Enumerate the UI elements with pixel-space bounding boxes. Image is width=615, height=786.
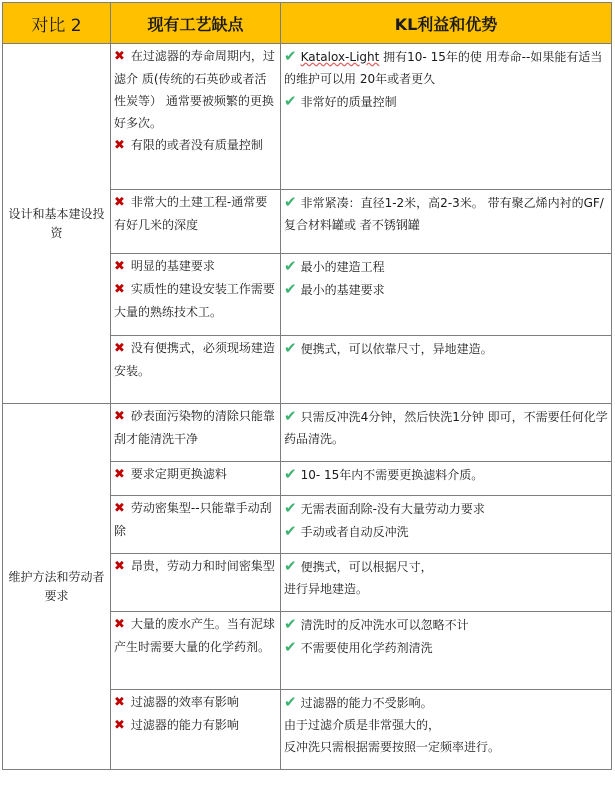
check-icon: ✔ [284, 339, 297, 357]
header-row [3, 3, 612, 44]
cross-icon: ✖ [114, 282, 125, 297]
header-benefits: KL利益和优势 [281, 3, 612, 44]
check-icon: ✔ [284, 615, 297, 633]
list-item: 进行异地建造。 [284, 582, 369, 596]
drawback-cell [111, 462, 281, 496]
check-icon: ✔ [284, 257, 297, 275]
cross-icon: ✖ [114, 718, 125, 733]
table-row [3, 44, 612, 190]
drawback-cell [111, 254, 281, 336]
drawback-cell [111, 554, 281, 612]
list-item: ✔ 便携式，可以根据尺寸， [284, 557, 433, 575]
cross-icon: ✖ [114, 259, 125, 274]
cross-icon: ✖ [114, 467, 125, 482]
cross-icon: ✖ [114, 501, 125, 516]
check-icon: ✔ [284, 522, 297, 540]
list-item: ✔ 非常紧凑：直径1-2米，高2-3米。 带有聚乙烯内衬的GF/复合材料罐或 者不锈钢罐 [284, 193, 604, 232]
cross-icon: ✖ [114, 341, 125, 356]
drawback-cell [111, 336, 281, 404]
cross-icon: ✖ [114, 409, 125, 424]
header-drawbacks: 现有工艺缺点 [111, 3, 281, 44]
check-icon: ✔ [284, 280, 297, 298]
table-row [3, 404, 612, 462]
category-design-investment: 设计和基本建设投资 [3, 44, 111, 404]
check-icon: ✔ [284, 92, 297, 110]
list-item: ✖ 明显的基建要求 [114, 259, 215, 274]
drawback-cell [111, 404, 281, 462]
header-compare: 对比 2 [3, 3, 111, 44]
category-maintenance-labor: 维护方法和劳动者要求 [3, 404, 111, 770]
list-item: ✖ 过滤器的能力有影响 [114, 718, 239, 733]
list-item: ✔ 非常好的质量控制 [284, 92, 397, 110]
check-icon: ✔ [284, 693, 297, 711]
comparison-table [2, 2, 612, 770]
list-item: ✖ 有限的或者没有质量控制 [114, 138, 263, 153]
cross-icon: ✖ [114, 49, 125, 64]
list-item: ✖ 要求定期更换滤料 [114, 467, 227, 482]
benefit-cell [281, 612, 612, 690]
list-item: ✖ 大量的废水产生。当有泥球产生时需要大量的化学药剂。 [114, 617, 275, 654]
check-icon: ✔ [284, 47, 297, 65]
benefit-cell [281, 254, 612, 336]
list-item: ✔ 最小的建造工程 [284, 257, 385, 275]
check-icon: ✔ [284, 465, 297, 483]
benefit-cell [281, 44, 612, 190]
benefit-cell [281, 404, 612, 462]
drawback-cell [111, 190, 281, 254]
check-icon: ✔ [284, 638, 297, 656]
list-item: ✔ 不需要使用化学药剂清洗 [284, 638, 433, 656]
benefit-cell [281, 496, 612, 554]
list-item: ✔ 10- 15年内不需要更换滤料介质。 [284, 465, 484, 483]
cross-icon: ✖ [114, 195, 125, 210]
list-item: ✖ 没有便携式，必须现场建造安装。 [114, 341, 275, 378]
check-icon: ✔ [284, 193, 297, 211]
cross-icon: ✖ [114, 559, 125, 574]
benefit-cell [281, 336, 612, 404]
list-item: ✖ 在过滤器的寿命周期内，过滤介 质(传统的石英砂或者活性炭等） 通常要被频繁的更换好多次。 [114, 49, 275, 130]
list-item: ✖ 过滤器的效率有影响 [114, 695, 239, 710]
drawback-cell [111, 44, 281, 190]
check-icon: ✔ [284, 499, 297, 517]
benefit-cell [281, 190, 612, 254]
drawback-cell [111, 690, 281, 770]
list-item: ✔ 手动或者自动反冲洗 [284, 522, 409, 540]
list-item: ✔ 便携式，可以依靠尺寸，异地建造。 [284, 339, 493, 357]
benefit-cell [281, 554, 612, 612]
list-item: 反冲洗只需根据需要按照一定频率进行。 [284, 740, 501, 754]
drawback-cell [111, 496, 281, 554]
cross-icon: ✖ [114, 138, 125, 153]
list-item: ✖ 实质性的建设安装工作需要 大量的熟练技术工。 [114, 282, 275, 319]
benefit-cell [281, 462, 612, 496]
list-item: 由于过滤介质是非常强大的， [284, 718, 441, 732]
list-item: ✔ 只需反冲洗4分钟，然后快洗1分钟 即可，不需要任何化学药品清洗。 [284, 407, 608, 446]
cross-icon: ✖ [114, 617, 125, 632]
list-item: ✔ 过滤器的能力不受影响。 [284, 693, 433, 711]
list-item: ✔ 无需表面刮除-没有大量劳动力要求 [284, 499, 485, 517]
benefit-cell [281, 690, 612, 770]
check-icon: ✔ [284, 407, 297, 425]
brand-name: Katalox-Light [300, 50, 380, 64]
list-item: ✔ 清洗时的反冲洗水可以忽略不计 [284, 615, 469, 633]
check-icon: ✔ [284, 557, 297, 575]
list-item: ✖ 劳动密集型--只能靠手动刮除 [114, 501, 272, 538]
list-item: ✔ 最小的基建要求 [284, 280, 385, 298]
list-item: ✔ Katalox-Light 拥有10- 15年的使 用寿命--如果能有适当的维护可以用 20年或者更久 [284, 47, 603, 86]
list-item: ✖ 砂表面污染物的清除只能靠刮才能清洗干净 [114, 409, 275, 446]
cross-icon: ✖ [114, 695, 125, 710]
list-item: ✖ 昂贵，劳动力和时间密集型 [114, 559, 275, 574]
list-item: ✖ 非常大的土建工程-通常要有好几米的深度 [114, 195, 268, 232]
drawback-cell [111, 612, 281, 690]
